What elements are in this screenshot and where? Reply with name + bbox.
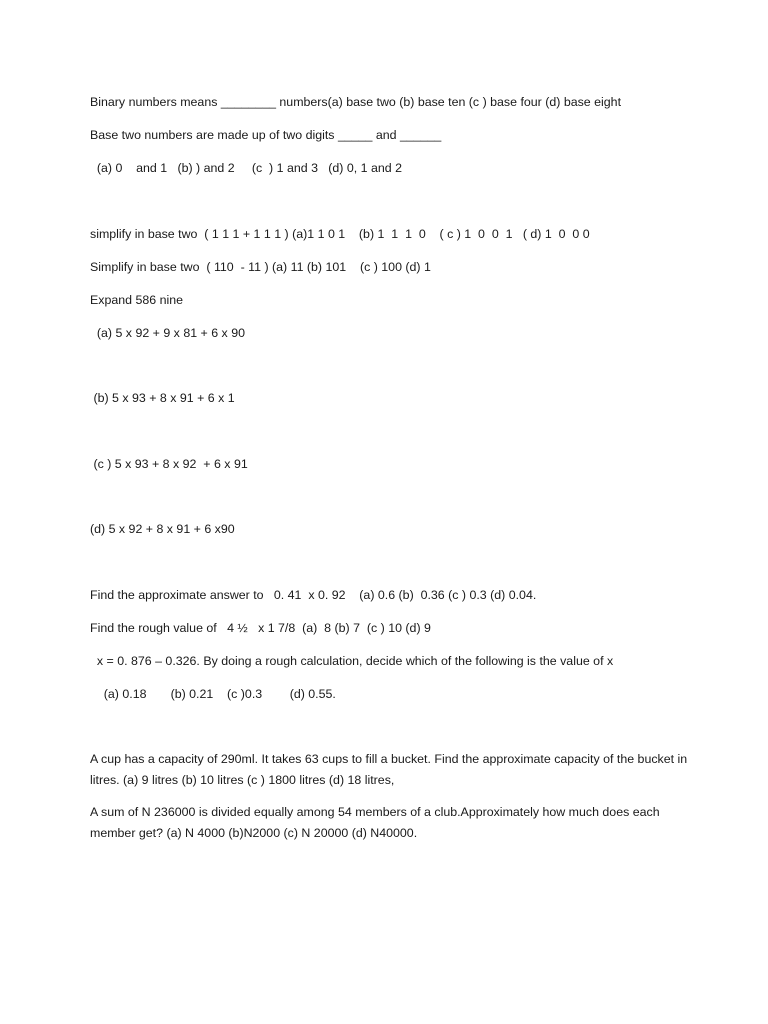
expand-option-a: (a) 5 x 92 + 9 x 81 + 6 x 90 <box>90 326 245 340</box>
question-simplify-subtraction: Simplify in base two ( 110 - 11 ) (a) 11 (b) 101 (c ) 100 (d) 1 <box>90 260 431 274</box>
question-rough-calculation: x = 0. 876 – 0.326. By doing a rough calculation, decide which of the following is the value of x <box>90 654 614 668</box>
question-base-two-digits-options: (a) 0 and 1 (b) ) and 2 (c ) 1 and 3 (d) 0, 1 and 2 <box>90 161 402 175</box>
expand-option-d: (d) 5 x 92 + 8 x 91 + 6 x90 <box>90 522 235 536</box>
expand-option-c: (c ) 5 x 93 + 8 x 92 + 6 x 91 <box>90 457 248 471</box>
expand-option-b: (b) 5 x 93 + 8 x 91 + 6 x 1 <box>90 391 235 405</box>
question-binary-numbers: Binary numbers means ________ numbers(a) base two (b) base ten (c ) base four (d) base eight <box>90 95 622 109</box>
question-base-two-digits: Base two numbers are made up of two digits _____ and ______ <box>90 128 442 142</box>
question-sum-divided: A sum of N 236000 is divided equally among 54 members of a club.Approximately how much does each member get? (a) N 4000 (b)N2000 (c) N 20000 (d) N40000. <box>90 805 660 840</box>
question-simplify-addition: simplify in base two ( 1 1 1 + 1 1 1 ) (a)1 1 0 1 (b) 1 1 1 0 ( c ) 1 0 0 1 ( d) 1 0 0 0 <box>90 227 590 241</box>
question-approximate-product: Find the approximate answer to 0. 41 x 0. 92 (a) 0.6 (b) 0.36 (c ) 0.3 (d) 0.04. <box>90 588 537 602</box>
question-rough-calculation-options: (a) 0.18 (b) 0.21 (c )0.3 (d) 0.55. <box>90 687 336 701</box>
question-cup-capacity: A cup has a capacity of 290ml. It takes 63 cups to fill a bucket. Find the approximate capacity of the bucket in litres. (a) 9 litres (b) 10 litres (c ) 1800 litres (d) 18 litres, <box>90 752 688 787</box>
question-expand-586: Expand 586 nine <box>90 293 184 307</box>
question-rough-value: Find the rough value of 4 ½ x 1 7/8 (a) 8 (b) 7 (c ) 10 (d) 9 <box>90 621 431 635</box>
